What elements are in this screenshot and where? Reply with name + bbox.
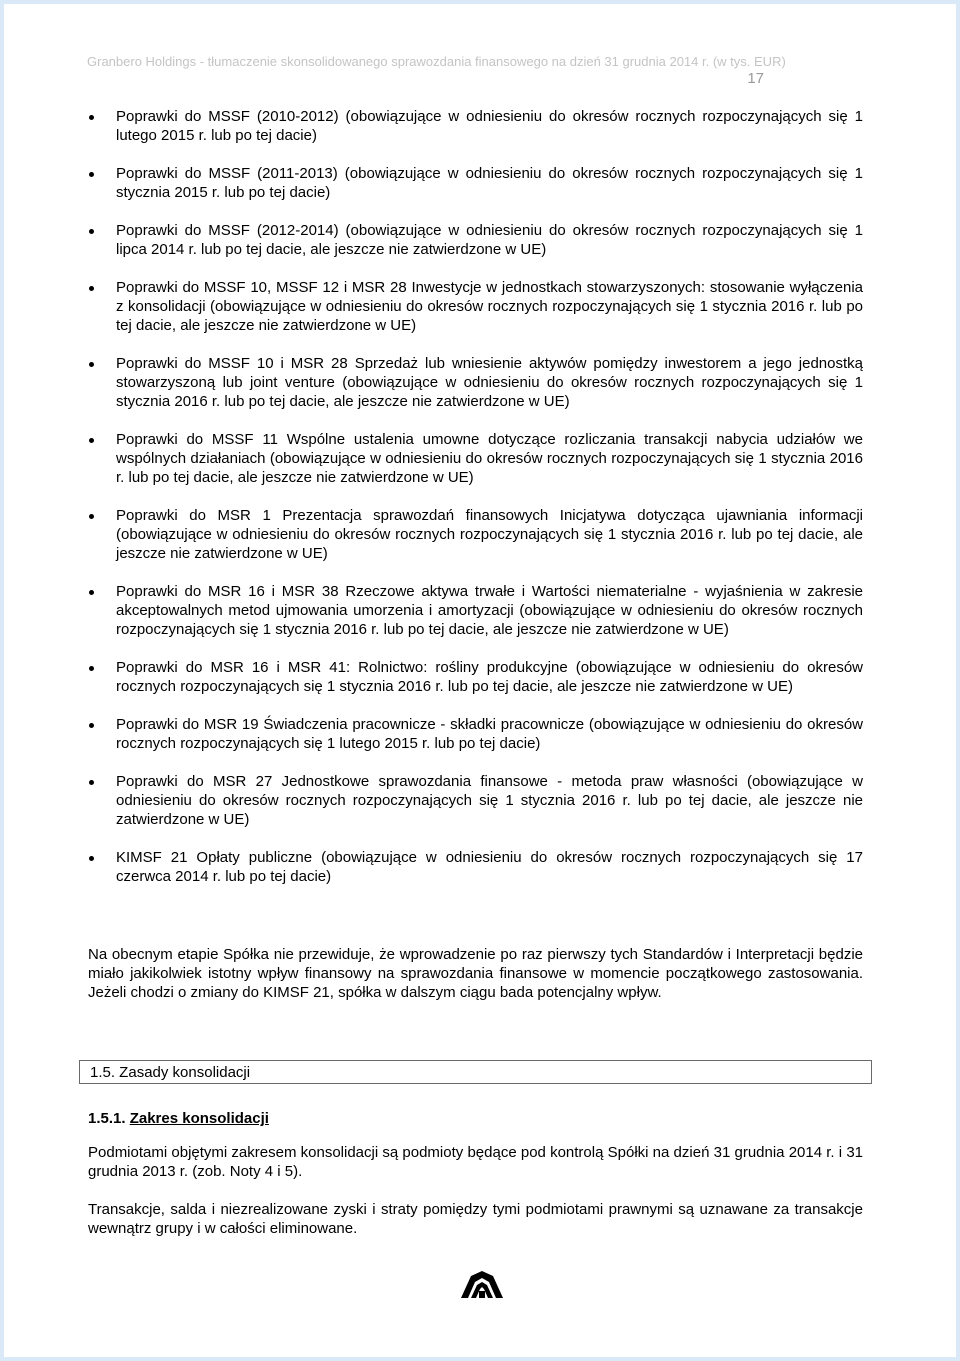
subsection-number: 1.5.1. — [88, 1110, 126, 1127]
list-item: Poprawki do MSSF 10, MSSF 12 i MSR 28 Inwestycje w jednostkach stowarzyszonych: stosowanie wyłączenia z konsolidacji (obowiązujące w odniesieniu do okresów rocznych rozpoczynających się 1 stycznia 2016 r. lub po tej dacie, ale jeszcze nie zatwierdzone w UE) — [88, 278, 863, 335]
list-item: Poprawki do MSSF (2011-2013) (obowiązujące w odniesieniu do okresów rocznych rozpoczynających się 1 stycznia 2015 r. lub po tej dacie) — [88, 164, 863, 202]
list-item: Poprawki do MSSF (2010-2012) (obowiązujące w odniesieniu do okresów rocznych rozpoczynających się 1 lutego 2015 r. lub po tej dacie) — [88, 107, 863, 145]
list-item: Poprawki do MSSF (2012-2014) (obowiązujące w odniesieniu do okresów rocznych rozpoczynających się 1 lipca 2014 r. lub po tej dacie, ale jeszcze nie zatwierdzone w UE) — [88, 221, 863, 259]
document-page — [4, 4, 956, 1357]
intragroup-paragraph: Transakcje, salda i niezrealizowane zyski i straty pomiędzy tymi podmiotami prawnymi są uznawane za transakcje wewnątrz grupy i w całości eliminowane. — [88, 1201, 863, 1237]
company-logo-icon — [459, 1270, 505, 1300]
subsection-title: Zakres konsolidacji — [129, 1110, 269, 1127]
section-heading: 1.5. Zasady konsolidacji — [79, 1060, 872, 1084]
list-item: Poprawki do MSSF 10 i MSR 28 Sprzedaż lub wniesienie aktywów pomiędzy inwestorem a jego jednostką stowarzyszoną lub joint venture (obowiązujące w odniesieniu do okresów rocznych rozpoczynających się 1 stycznia 2016 r. lub po tej dacie, ale jeszcze nie zatwierdzone w UE) — [88, 354, 863, 411]
list-item: Poprawki do MSR 19 Świadczenia pracownicze - składki pracownicze (obowiązujące w odniesieniu do okresów rocznych rozpoczynających się 1 lutego 2015 r. lub po tej dacie) — [88, 715, 863, 753]
running-header: Granbero Holdings - tłumaczenie skonsolidowanego sprawozdania finansowego na dzień 31 grudnia 2014 r. (w tys. EUR) — [87, 54, 786, 69]
page-number: 17 — [747, 70, 764, 87]
amendments-list — [88, 107, 863, 905]
closing-paragraph: Na obecnym etapie Spółka nie przewiduje, że wprowadzenie po raz pierwszy tych Standardów i Interpretacji będzie miało jakikolwiek istotny wpływ finansowy na sprawozdania finansowe w momencie początkowego zastosowania. Jeżeli chodzi o zmiany do KIMSF 21, spółka w dalszym ciągu bada potencjalny wpływ. — [88, 946, 863, 1001]
list-item: Poprawki do MSR 1 Prezentacja sprawozdań finansowych Inicjatywa dotycząca ujawniania informacji (obowiązujące w odniesieniu do okresów rocznych rozpoczynających się 1 stycznia 2016 r. lub po tej dacie, ale jeszcze nie zatwierdzone w UE) — [88, 506, 863, 563]
list-item: Poprawki do MSR 27 Jednostkowe sprawozdania finansowe - metoda praw własności (obowiązujące w odniesieniu do okresów rocznych rozpoczynających się 1 stycznia 2016 r. lub po tej dacie, ale jeszcze nie zatwierdzone w UE) — [88, 772, 863, 829]
list-item: Poprawki do MSR 16 i MSR 41: Rolnictwo: rośliny produkcyjne (obowiązujące w odniesieniu do okresów rocznych rozpoczynających się 1 stycznia 2016 r. lub po tej dacie, ale jeszcze nie zatwierdzone w UE) — [88, 658, 863, 696]
list-item: KIMSF 21 Opłaty publiczne (obowiązujące w odniesieniu do okresów rocznych rozpoczynających się 17 czerwca 2014 r. lub po tej dacie) — [88, 848, 863, 886]
consolidation-scope-paragraph: Podmiotami objętymi zakresem konsolidacji są podmioty będące pod kontrolą Spółki na dzień 31 grudnia 2014 r. i 31 grudnia 2013 r. (zob. Noty 4 i 5). — [88, 1144, 863, 1180]
list-item: Poprawki do MSSF 11 Wspólne ustalenia umowne dotyczące rozliczania transakcji nabycia udziałów we wspólnych działaniach (obowiązujące w odniesieniu do okresów rocznych rozpoczynających się 1 stycznia 2016 r. lub po tej dacie, ale jeszcze nie zatwierdzone w UE) — [88, 430, 863, 487]
subsection-heading — [88, 1109, 269, 1128]
list-item: Poprawki do MSR 16 i MSR 38 Rzeczowe aktywa trwałe i Wartości niematerialne - wyjaśnienia w zakresie akceptowalnych metod ujmowania umorzenia i amortyzacji (obowiązujące w odniesieniu do okresów rocznych rozpoczynających się 1 stycznia 2016 r. lub po tej dacie, ale jeszcze nie zatwierdzone w UE) — [88, 582, 863, 639]
